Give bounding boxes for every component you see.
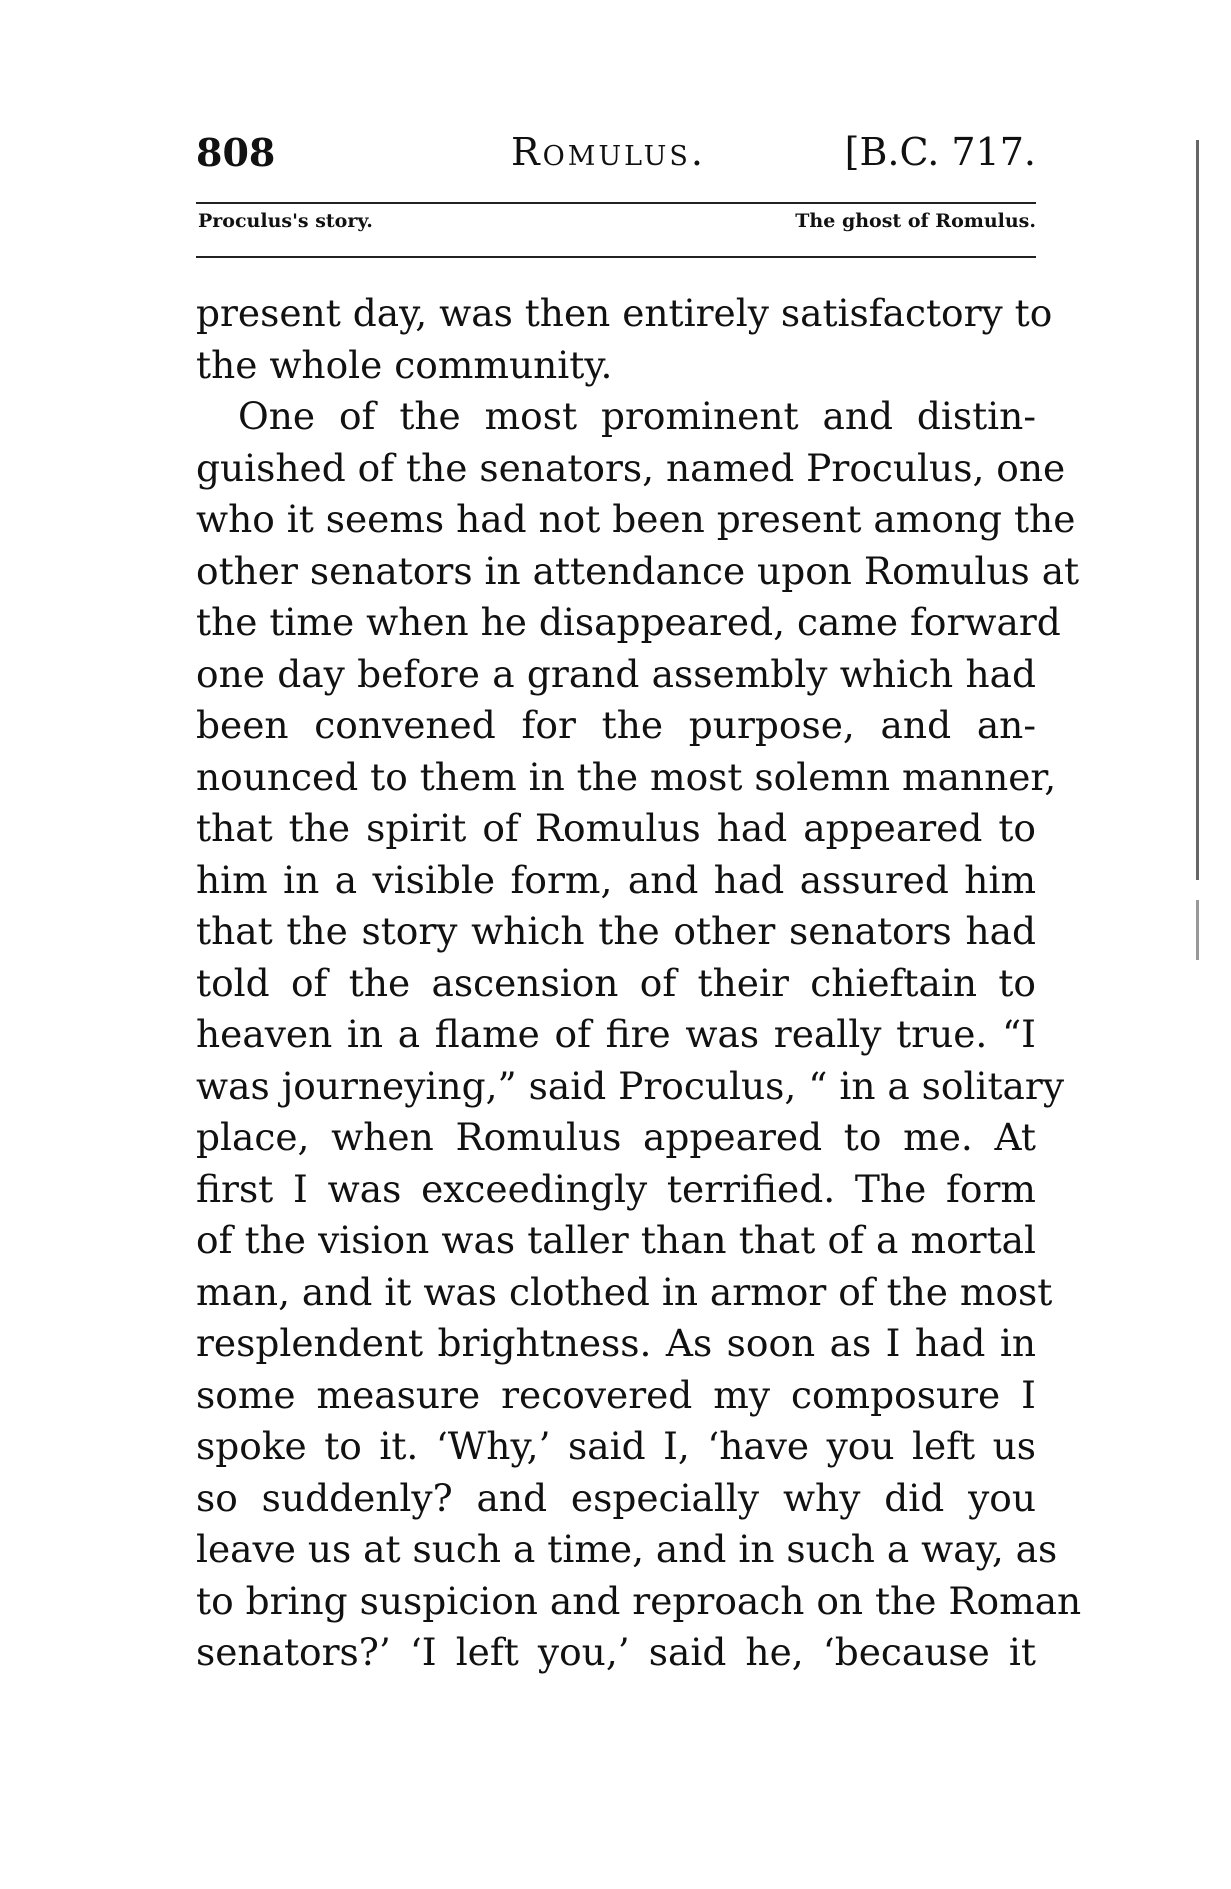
text-line: resplendent brightness. As soon as I had in: [196, 1321, 1036, 1365]
text-line: the whole community.: [196, 342, 613, 387]
text-line: One of the most prominent and distin-: [238, 394, 1036, 438]
text-line: been convened for the purpose, and an-: [196, 703, 1036, 747]
binding-edge-shadow: [1196, 140, 1199, 880]
text-line: to bring suspicion and reproach on the Roman: [196, 1578, 1082, 1623]
side-note-left: Proculus's story.: [198, 210, 373, 232]
text-line: nounced to them in the most solemn manner,: [196, 754, 1057, 799]
text-line: first I was exceedingly terrified. The form: [196, 1166, 1036, 1211]
text-line: him in a visible form, and had assured him: [196, 857, 1036, 902]
text-line: senators?’ ‘I left you,’ said he, ‘because it: [196, 1630, 1036, 1674]
text-line: of the vision was taller than that of a mortal: [196, 1218, 1036, 1262]
side-note-right: The ghost of Romulus.: [795, 210, 1036, 232]
body-text: [196, 288, 1082, 1679]
text-line: leave us at such a time, and in such a way, as: [196, 1527, 1058, 1571]
running-title: Romulus.: [511, 130, 706, 174]
text-line: guished of the senators, named Proculus, one: [196, 445, 1066, 490]
text-line: other senators in attendance upon Romulus at: [196, 548, 1080, 593]
header-rule-bottom: [196, 256, 1036, 258]
text-line: man, and it was clothed in armor of the most: [196, 1269, 1053, 1314]
text-line: heaven in a flame of fire was really true. “I: [196, 1012, 1036, 1056]
text-line: some measure recovered my composure I: [196, 1372, 1036, 1417]
text-line: told of the ascension of their chieftain to: [196, 960, 1036, 1005]
text-line: was journeying,” said Proculus, “ in a solitary: [196, 1063, 1065, 1108]
header-rule-top: [196, 202, 1036, 204]
text-line: present day, was then entirely satisfactory to: [196, 291, 1053, 335]
date-marker: [B.C. 717.: [844, 130, 1036, 174]
text-line: that the spirit of Romulus had appeared to: [196, 806, 1036, 850]
text-line: that the story which the other senators had: [196, 909, 1036, 953]
text-line: one day before a grand assembly which had: [196, 651, 1036, 696]
binding-edge-shadow: [1196, 900, 1199, 960]
text-line: so suddenly? and especially why did you: [196, 1475, 1036, 1520]
page-header: [196, 120, 1036, 190]
text-line: spoke to it. ‘Why,’ said I, ‘have you left us: [196, 1424, 1036, 1468]
page-number: 808: [196, 130, 276, 175]
text-line: the time when he disappeared, came forward: [196, 600, 1061, 644]
text-line: who it seems had not been present among the: [196, 497, 1076, 541]
text-line: place, when Romulus appeared to me. At: [196, 1115, 1036, 1159]
